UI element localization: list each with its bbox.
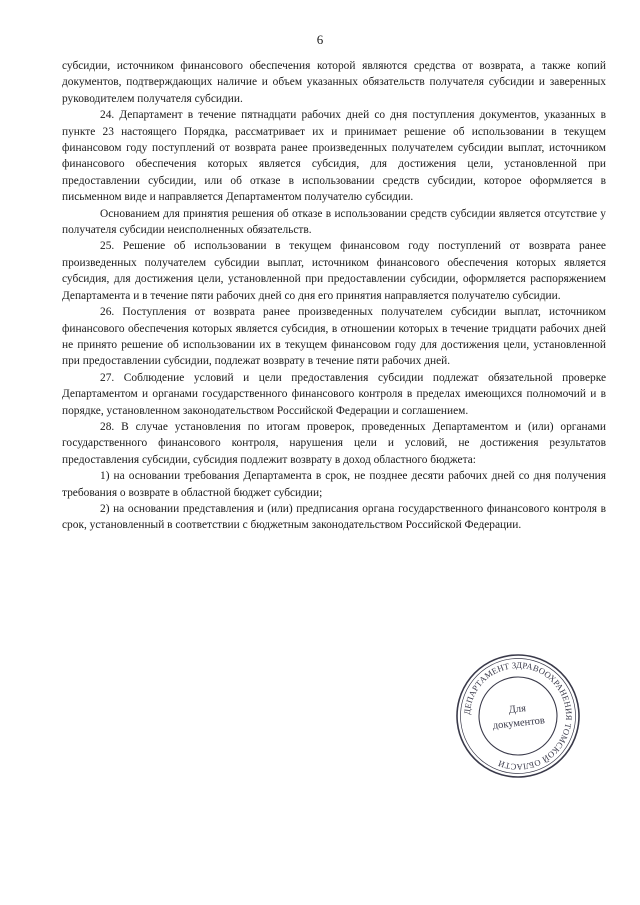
official-stamp bbox=[448, 646, 589, 787]
paragraph-25: 25. Решение об использовании в текущем финансовом году поступлений от возврата ранее произведенных получателем субсидии выплат, источником финансового обеспечения которых является субсидия, для достижения цели, установленной при предоставлении субсидии, оформляется распоряжением Департамента и в течение пяти рабочих дней со дня его принятия направляется получателю субсидии. bbox=[62, 240, 606, 302]
stamp-inner-ring bbox=[475, 673, 561, 759]
stamp-center-line-1: Для bbox=[508, 703, 527, 716]
paragraph-27: 27. Соблюдение условий и цели предоставления субсидии подлежат обязательной проверке Департаментом и органами государственного финансового контроля в пределах имеющихся полномочий и в порядке, установленном законодательством Российской Федерации и соглашением. bbox=[62, 371, 606, 417]
stamp-ring-text: ДЕПАРТАМЕНТ ЗДРАВООХРАНЕНИЯ ТОМСКОЙ ОБЛАСТИ bbox=[461, 659, 575, 773]
document-body bbox=[62, 58, 606, 534]
stamp-outer-ring-inner bbox=[455, 653, 581, 779]
paragraph-28-item-1: 1) на основании требования Департамента в срок, не позднее десяти рабочих дней со дня получения требования о возврате в областной бюджет субсидии; bbox=[62, 470, 606, 499]
page-number: 6 bbox=[316, 32, 324, 47]
paragraph-28-item-2: 2) на основании представления и (или) предписания органа государственного финансового контроля в срок, установленный в соответствии с бюджетным законодательством Российской Федерации. bbox=[62, 502, 606, 532]
stamp-seal-icon bbox=[448, 646, 589, 787]
paragraph-28: 28. В случае установления по итогам проверок, проведенных Департаментом и (или) органами государственного финансового контроля, нарушения цели и условий, не достижения результатов предоставления субсидии, субсидия подлежит возврату в доход областного бюджета: bbox=[62, 420, 606, 466]
paragraph-continuation: субсидии, источником финансового обеспечения которой являются средства от возврата, а также копий документов, подтверждающих наличие и объем указанных обязательств получателя субсидии и заверенных руководителем получателя субсидии. bbox=[62, 60, 606, 105]
paragraph-24: 24. Департамент в течение пятнадцати рабочих дней со дня поступления документов, указанных в пункте 23 настоящего Порядка, рассматривает их и принимает решение об использовании в текущем финансовом году поступлений от возврата ранее произведенных получателем субсидии выплат, источником финансового обеспечения которых является субсидия, для достижения цели, установленной при предоставлении субсидии, или об отказе в использовании средств субсидии, которое оформляется в письменном виде и направляется Департаментом получателю субсидии. bbox=[62, 109, 606, 204]
paragraph-refusal-basis: Основанием для принятия решения об отказе в использовании средств субсидии является отсутствие у получателя субсидии неисполненных обязательств. bbox=[62, 207, 606, 237]
stamp-center-line-2: документов bbox=[492, 715, 546, 732]
paragraph-26: 26. Поступления от возврата ранее произведенных получателем субсидии выплат, источником финансового обеспечения которых является субсидия, в отношении которых в течение тридцати рабочих дней не принято решение об использовании их в текущем финансовом году для достижения цели, установленной при предоставлении субсидии, подлежат возврату в течение пяти рабочих дней. bbox=[62, 306, 606, 368]
